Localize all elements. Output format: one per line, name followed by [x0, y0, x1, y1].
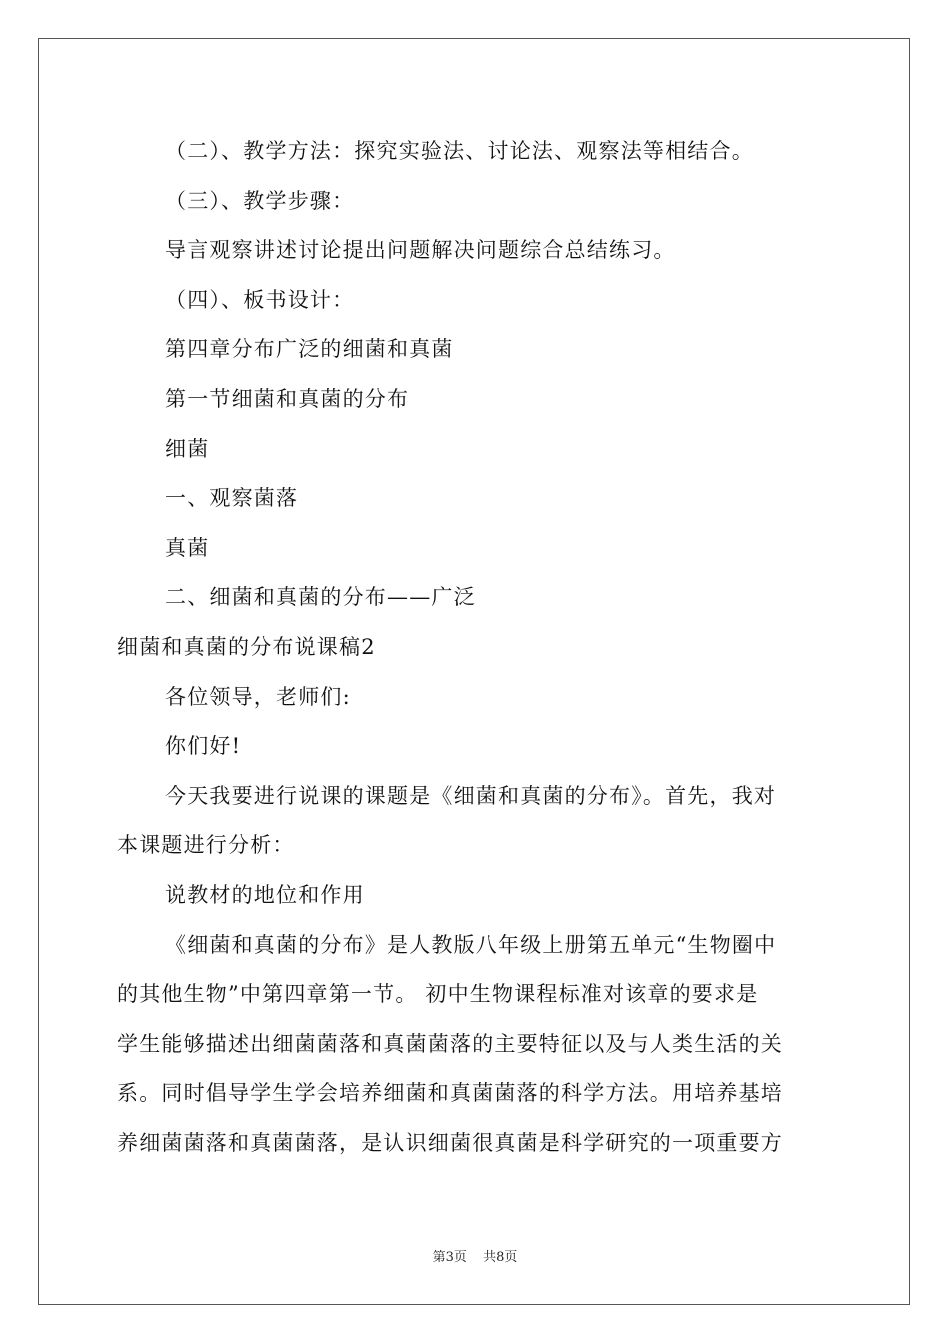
text-line: 一、观察菌落 [165, 486, 299, 511]
page-footer [0, 1246, 950, 1265]
text-line: 真菌 [165, 535, 210, 560]
page-number: 第3页 [432, 1250, 467, 1265]
text-line: 本课题进行分析： [117, 833, 295, 858]
text-line: 你们好! [165, 734, 242, 759]
text-line: （四）、板书设计： [165, 287, 355, 312]
text-line: 导言观察讲述讨论提出问题解决问题综合总结练习。 [165, 238, 676, 263]
text-line: 系。同时倡导学生学会培养细菌和真菌菌落的科学方法。用培养基培 [117, 1081, 783, 1106]
text-line: 细菌 [165, 436, 210, 461]
text-line: 说教材的地位和作用 [165, 882, 365, 907]
text-line: （三）、教学步骤： [165, 188, 355, 213]
page-total: 共8页 [483, 1250, 518, 1265]
text-line: 二、细菌和真菌的分布——广泛 [165, 585, 476, 610]
text-line: 第一节细菌和真菌的分布 [165, 386, 410, 411]
text-line: 学生能够描述出细菌菌落和真菌菌落的主要特征以及与人类生活的关 [117, 1031, 783, 1056]
text-line: 养细菌菌落和真菌菌落，是认识细菌很真菌是科学研究的一项重要方 [117, 1130, 783, 1155]
text-line: 细菌和真菌的分布说课稿2 [117, 634, 376, 659]
text-line: 今天我要进行说课的课题是《细菌和真菌的分布》。首先，我对 [165, 783, 777, 808]
text-line: 《细菌和真菌的分布》是人教版八年级上册第五单元“生物圈中 [165, 932, 777, 957]
document-body [117, 127, 835, 1168]
text-line: 的其他生物”中第四章第一节。 初中生物课程标准对该章的要求是 [117, 982, 759, 1007]
text-line: （二）、教学方法：探究实验法、讨论法、观察法等相结合。 [165, 139, 754, 163]
text-line: 第四章分布广泛的细菌和真菌 [165, 337, 454, 362]
text-line: 各位领导，老师们: [165, 684, 351, 709]
